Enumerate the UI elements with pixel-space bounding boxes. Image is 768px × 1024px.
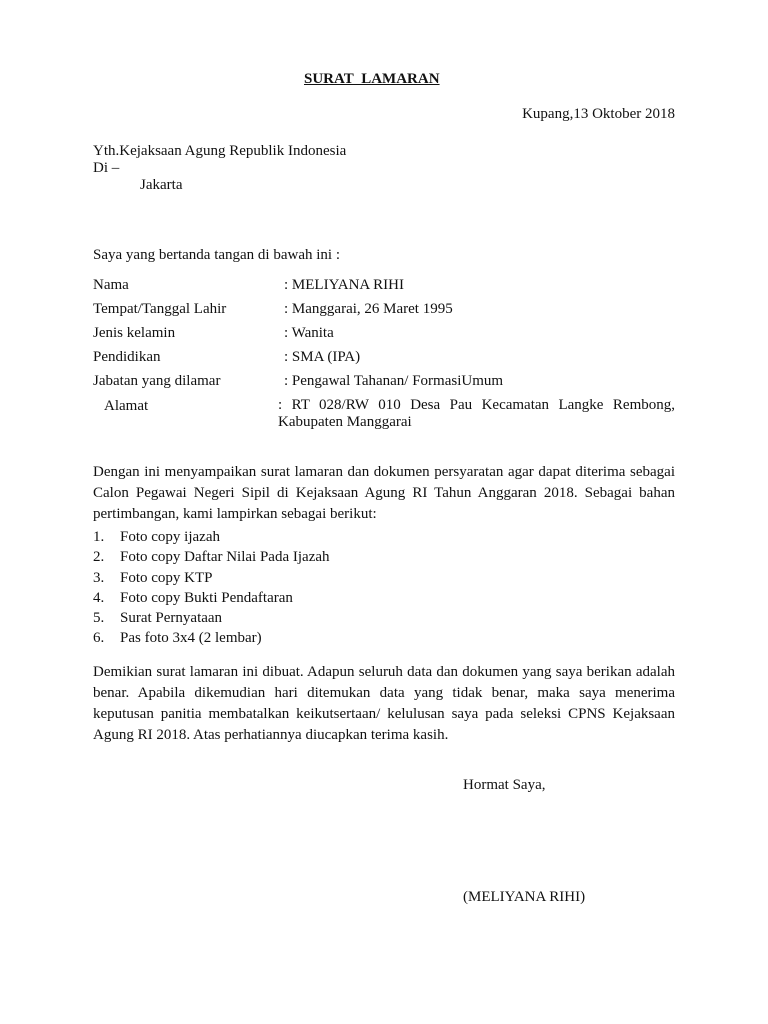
recipient-line-1: Yth.Kejaksaan Agung Republik Indonesia — [93, 143, 347, 159]
list-item: 1. Foto copy ijazah — [93, 529, 220, 545]
field-label-jabatan: Jabatan yang dilamar — [93, 373, 221, 389]
field-label-ttl: Tempat/Tanggal Lahir — [93, 301, 227, 317]
body-paragraph-2: Demikian surat lamaran ini dibuat. Adapun seluruh data dan dokumen yang saya berikan adalah benar. Apabila dikemudian hari ditemukan data yang tidak benar, maka saya menerima keputusan panitia membatalkan keikutsertaan/ kelulusan saya pada seleksi CPNS Kejaksaan Agung RI 2018. Atas perhatiannya diucapkan terima kasih. — [93, 664, 675, 743]
signer-name: (MELIYANA RIHI) — [463, 889, 586, 905]
field-label-alamat: Alamat — [104, 398, 149, 414]
field-value-ttl: : Manggarai, 26 Maret 1995 — [284, 301, 453, 317]
intro-text: Saya yang bertanda tangan di bawah ini : — [93, 247, 341, 263]
field-value-jabatan: : Pengawal Tahanan/ FormasiUmum — [284, 373, 504, 389]
recipient-line-2: Di – — [93, 160, 120, 176]
field-value-alamat: : RT 028/RW 010 Desa Pau Kecamatan Langke Rembong, Kabupaten Manggarai — [278, 397, 675, 430]
recipient-city: Jakarta — [140, 177, 183, 193]
field-label-nama: Nama — [93, 277, 129, 293]
list-item: 5. Surat Pernyataan — [93, 610, 223, 627]
field-label-jenis-kelamin: Jenis kelamin — [93, 325, 176, 341]
field-value-pendidikan: : SMA (IPA) — [284, 349, 361, 365]
field-value-nama: : MELIYANA RIHI — [284, 277, 404, 293]
place-date: Kupang,13 Oktober 2018 — [522, 106, 675, 122]
list-item: 4. Foto copy Bukti Pendaftaran — [93, 589, 293, 606]
letter-title: SURAT LAMARAN — [304, 71, 440, 87]
closing-salutation: Hormat Saya, — [463, 777, 546, 793]
list-item: 2. Foto copy Daftar Nilai Pada Ijazah — [93, 549, 330, 566]
field-value-jenis-kelamin: : Wanita — [284, 325, 334, 341]
body-paragraph-1: Dengan ini menyampaikan surat lamaran dan dokumen persyaratan agar dapat diterima sebagai Calon Pegawai Negeri Sipil di Kejaksaan Agung RI Tahun Anggaran 2018. Sebagai bahan pertimbangan, kami lampirkan sebagai berikut: — [93, 464, 675, 522]
attachment-list — [93, 527, 330, 649]
field-label-pendidikan: Pendidikan — [93, 349, 161, 365]
list-item: 6. Pas foto 3x4 (2 lembar) — [93, 630, 262, 647]
list-item: 3. Foto copy KTP — [93, 569, 213, 586]
